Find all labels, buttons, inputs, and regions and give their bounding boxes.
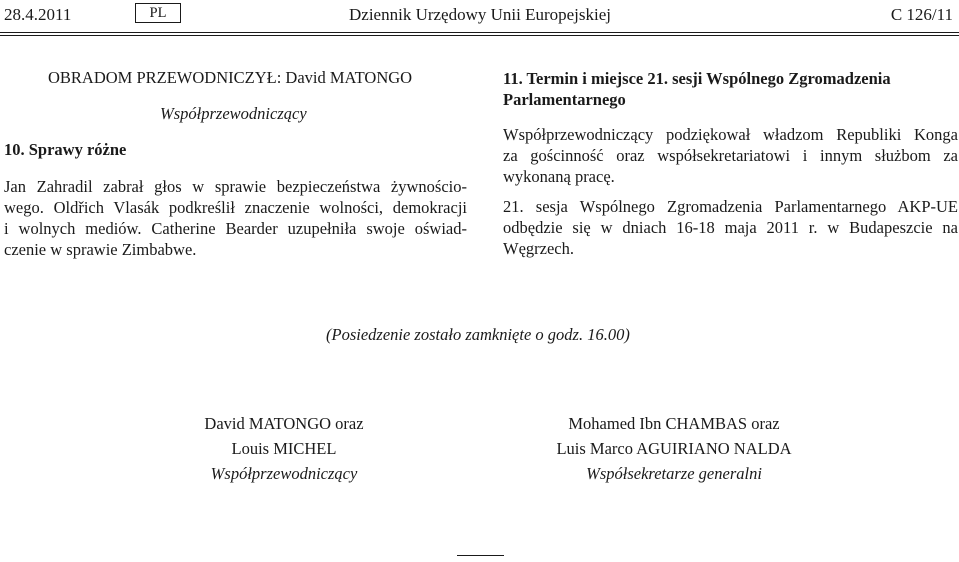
section-11-title (503, 68, 958, 110)
publication-date: 28.4.2011 (4, 5, 72, 24)
section-title-line: Parlamentarnego (503, 90, 626, 109)
signature-block-right (514, 411, 834, 486)
paragraph-line: 21. sesja Wspólnego Zgromadzenia Parlamentarnego AKP-UE (503, 197, 958, 216)
section-10-title: 10. Sprawy różne (4, 140, 127, 159)
signatory-names: Luis Marco AGUIRIANO NALDA (556, 439, 792, 458)
paragraph-line: Współprzewodniczący podziękował władzom Republiki Konga (503, 125, 958, 144)
section-11-paragraph-1 (503, 124, 958, 187)
paragraph-line: za gościnność oraz współsekretariatowi i innym służbom za (503, 146, 958, 165)
language-code-box: PL (135, 3, 181, 23)
section-11-paragraph-2 (503, 196, 958, 259)
paragraph-line: Węgrzech. (503, 239, 574, 258)
paragraph-line: wego. Oldřich Vlasák podkreślił znaczenie wolności, demokracji (4, 198, 467, 217)
header-rule-bottom (0, 35, 959, 36)
end-rule (457, 555, 504, 556)
chair-line: OBRADOM PRZEWODNICZYŁ: David MATONGO (48, 68, 413, 87)
signatory-names: Louis MICHEL (231, 439, 337, 458)
page-header (0, 0, 959, 36)
signatory-names: Mohamed Ibn CHAMBAS oraz (568, 414, 780, 433)
paragraph-line: czenie w sprawie Zimbabwe. (4, 240, 197, 259)
paragraph-line: odbędzie się w dniach 16-18 maja 2011 r. w Budapeszcie na (503, 218, 958, 237)
header-rule-top (0, 32, 959, 33)
section-10-paragraph (4, 176, 467, 260)
paragraph-line: i wolnych mediów. Catherine Bearder uzupełniła swoje oświad- (4, 219, 467, 238)
chair-role: Współprzewodniczący (160, 104, 307, 123)
paragraph-line: wykonaną pracę. (503, 167, 615, 186)
signatory-role: Współsekretarze generalni (586, 464, 762, 483)
signatory-names: David MATONGO oraz (204, 414, 364, 433)
paragraph-line: Jan Zahradil zabrał głos w sprawie bezpieczeństwa żywnościo- (4, 177, 467, 196)
signatory-role: Współprzewodniczący (210, 464, 358, 483)
closing-note: (Posiedzenie zostało zamknięte o godz. 16.00) (326, 325, 630, 344)
section-title-line: 11. Termin i miejsce 21. sesji Wspólnego Zgromadzenia (503, 69, 891, 88)
signature-block-left (124, 411, 444, 486)
issue-number: C 126/11 (890, 5, 953, 24)
journal-title: Dziennik Urzędowy Unii Europejskiej (349, 5, 612, 24)
